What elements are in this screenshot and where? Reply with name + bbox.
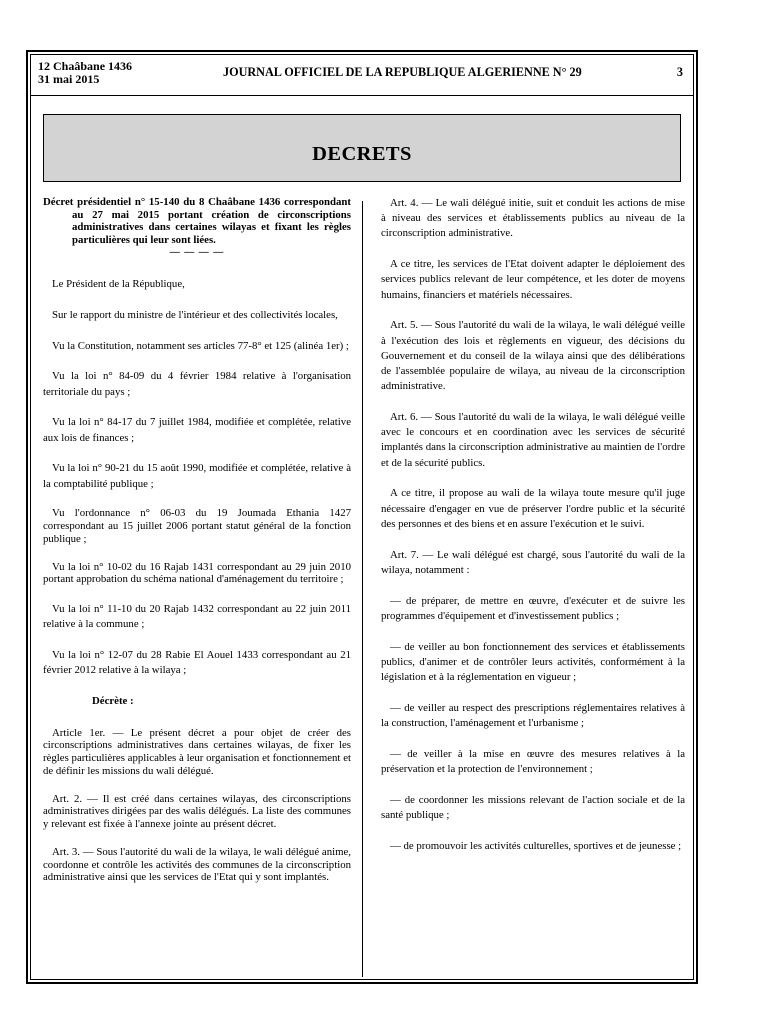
article-6: Art. 6. — Sous l'autorité du wali de la wilaya, le wali délégué veille avec le concours et en coordination avec les services de sécurité implantés dans la circonscription administrative au maintien de l'ordre et de la sécurité publics. [381, 411, 685, 469]
article-5: Art. 5. — Sous l'autorité du wali de la wilaya, le wali délégué veille à l'exécution des lois et règlements en vigueur, des décisions du Gouvernement et du conseil de la wilaya ainsi que des délibérations de l'assemblée populaire de wilaya, au niveau de la circonscription administrative. [381, 319, 685, 393]
visa-item: Vu la loi n° 11-10 du 20 Rajab 1432 correspondant au 22 juin 2011 relative à la commune ; [43, 602, 351, 630]
visa-item: Vu la loi n° 12-07 du 28 Rabie El Aouel 1433 correspondant au 21 février 2012 relative à la wilaya ; [43, 648, 351, 676]
page-frame [26, 50, 698, 984]
article-4-paragraph: A ce titre, les services de l'Etat doivent adapter le déploiement des services publics relevant de leur compétence, et les doter de moyens humains, financiers et matériels nécessaires. [381, 258, 685, 301]
decrete-heading: Décrète : [92, 694, 134, 707]
list-item: — de veiller au respect des prescriptions réglementaires relatives à la construction, l'aménagement et l'urbanisme ; [381, 701, 685, 730]
article-7: Art. 7. — Le wali délégué est chargé, sous l'autorité du wali de la wilaya, notamment : [381, 548, 685, 576]
title-separator: — — — — [169, 247, 225, 258]
article-2: Art. 2. — Il est créé dans certaines wilayas, des circonscriptions administratives dirigées par des walis délégués. La liste des communes y relevant est fixée à l'annexe jointe au présent décret. [43, 792, 351, 830]
article-3: Art. 3. — Sous l'autorité du wali de la wilaya, le wali délégué anime, coordonne et contrôle les activités des communes de la circonscription administrative ainsi que les services de l'Etat qui y sont implantés. [43, 846, 351, 884]
article-1: Article 1er. — Le présent décret a pour objet de créer des circonscriptions administratives dans certaines wilayas, de fixer les règles particulières applicables à leur organisation et fonctionnement et de définir les missions du wali délégué. [43, 726, 351, 777]
section-title: DECRETS [312, 142, 412, 165]
visa-item: Vu la Constitution, notamment ses articles 77-8° et 125 (alinéa 1er) ; [52, 339, 349, 352]
list-item: — de coordonner les missions relevant de l'action sociale et de la santé publique ; [381, 793, 685, 822]
visa-item: Vu la loi n° 84-17 du 7 juillet 1984, modifiée et complétée, relative aux lois de finances ; [43, 416, 351, 444]
list-item: — de veiller à la mise en œuvre des mesures relatives à la préservation et la protection de l'environnement ; [381, 747, 685, 776]
page-inner-frame [30, 54, 694, 980]
journal-title: JOURNAL OFFICIEL DE LA REPUBLIQUE ALGERIENNE N° 29 [223, 65, 582, 79]
president-line: Le Président de la République, [52, 278, 185, 290]
visa-item: Vu la loi n° 84-09 du 4 février 1984 relative à l'organisation territoriale du pays ; [43, 370, 351, 398]
visa-item: Vu la loi n° 90-21 du 15 août 1990, modifiée et complétée, relative à la comptabilité publique ; [43, 462, 351, 490]
section-banner [43, 114, 681, 182]
rapport-line: Sur le rapport du ministre de l'intérieur et des collectivités locales, [52, 308, 338, 321]
visa-item: Vu l'ordonnance n° 06-03 du 19 Joumada Ethania 1427 correspondant au 15 juillet 2006 portant statut général de la fonction publique ; [43, 507, 351, 545]
list-item: — de promouvoir les activités culturelles, sportives et de jeunesse ; [390, 839, 682, 852]
running-header [31, 55, 693, 96]
page-number: 3 [676, 65, 683, 79]
list-item: — de veiller au bon fonctionnement des services et établissements publics, d'animer et de contrôler leurs activités, conformément à la législation et à la réglementation en vigueur ; [381, 640, 685, 684]
column-divider [362, 201, 363, 977]
right-column [381, 196, 685, 870]
left-column [43, 196, 351, 899]
list-item: — de préparer, de mettre en œuvre, d'exécuter et de suivre les programmes d'équipement et d'investissement publics ; [381, 594, 685, 622]
header-date-hijri: 12 Chaâbane 1436 [38, 59, 133, 73]
visa-item: Vu la loi n° 10-02 du 16 Rajab 1431 correspondant au 29 juin 2010 portant approbation du schéma national d'aménagement du territoire ; [43, 560, 351, 586]
article-4: Art. 4. — Le wali délégué initie, suit et conduit les actions de mise à niveau des services et établissements publics au niveau de la circonscription administrative. [381, 197, 685, 240]
header-date [38, 60, 132, 85]
article-6-paragraph: A ce titre, il propose au wali de la wilaya toute mesure qu'il juge nécessaire d'engager en vue de préserver l'ordre public et la sécurité des personnes et des biens et en assure l'exécution et le suivi. [381, 487, 685, 530]
decree-title: Décret présidentiel n° 15-140 du 8 Chaâbane 1436 correspondant au 27 mai 2015 portant création de circonscriptions administratives dans certaines wilayas et fixant les règles particulières qui leur sont liées. [43, 196, 351, 246]
header-date-gregorian: 31 mai 2015 [38, 71, 100, 86]
